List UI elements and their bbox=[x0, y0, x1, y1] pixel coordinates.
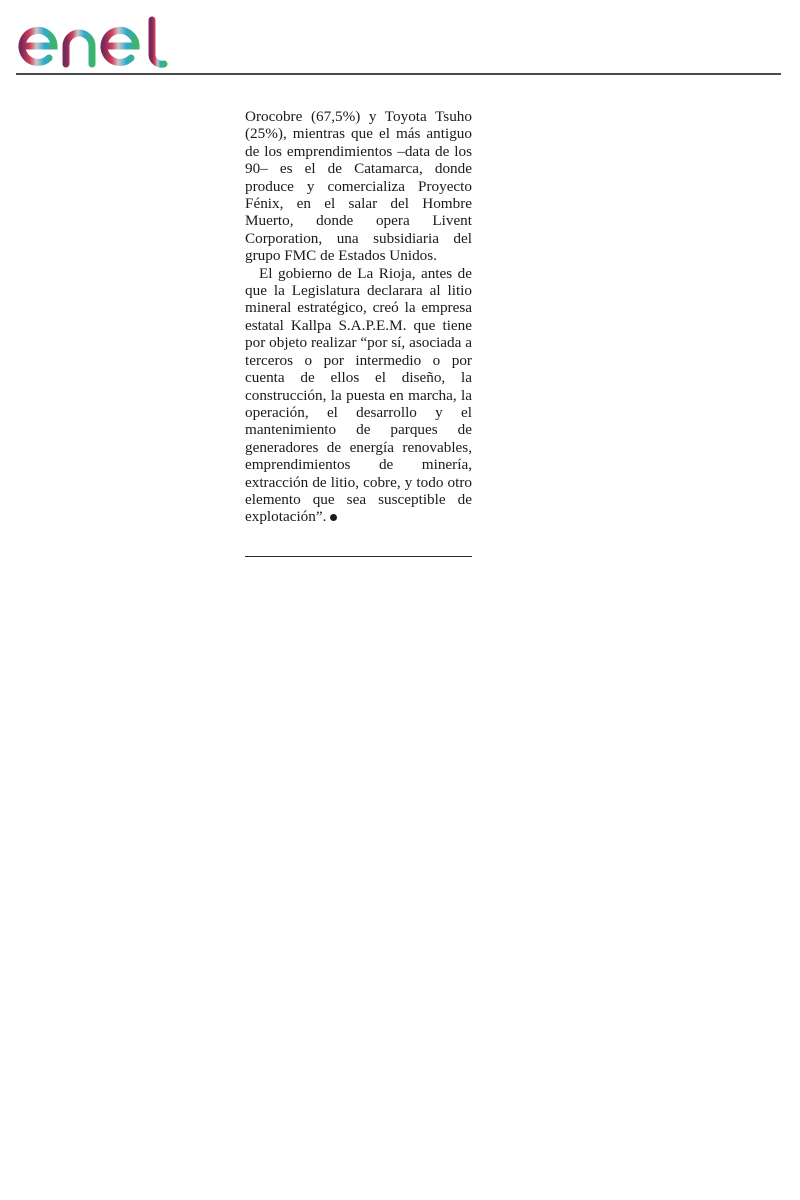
article-paragraph-2 bbox=[245, 265, 472, 526]
end-of-article-mark bbox=[330, 514, 337, 521]
enel-logo bbox=[16, 16, 172, 68]
article-end-divider bbox=[245, 556, 472, 557]
header-divider bbox=[16, 73, 781, 75]
enel-logo-graphic bbox=[16, 16, 172, 68]
article-paragraph-1: Orocobre (67,5%) y Toyota Tsuho (25%), mientras que el más antiguo de los emprendimientos –data de los 90– es el de Catamarca, donde produce y comercializa Proyecto Fénix, en el salar del Hombre Muerto, donde opera Livent Corporation, una subsidiaria del grupo FMC de Estados Unidos. bbox=[245, 108, 472, 265]
article-column bbox=[245, 108, 472, 526]
article-paragraph-2-text: El gobierno de La Rioja, antes de que la Legislatura declarara al litio mineral estratégico, creó la empresa estatal Kallpa S.A.P.E.M. que tiene por objeto realizar “por sí, asociada a terceros o por intermedio o por cuenta de ellos el diseño, la construcción, la puesta en marcha, la operación, el desarrollo y el mantenimiento de parques de generadores de energía renovables, emprendimientos de minería, extracción de litio, cobre, y todo otro elemento que sea susceptible de explotación”. bbox=[245, 264, 472, 526]
